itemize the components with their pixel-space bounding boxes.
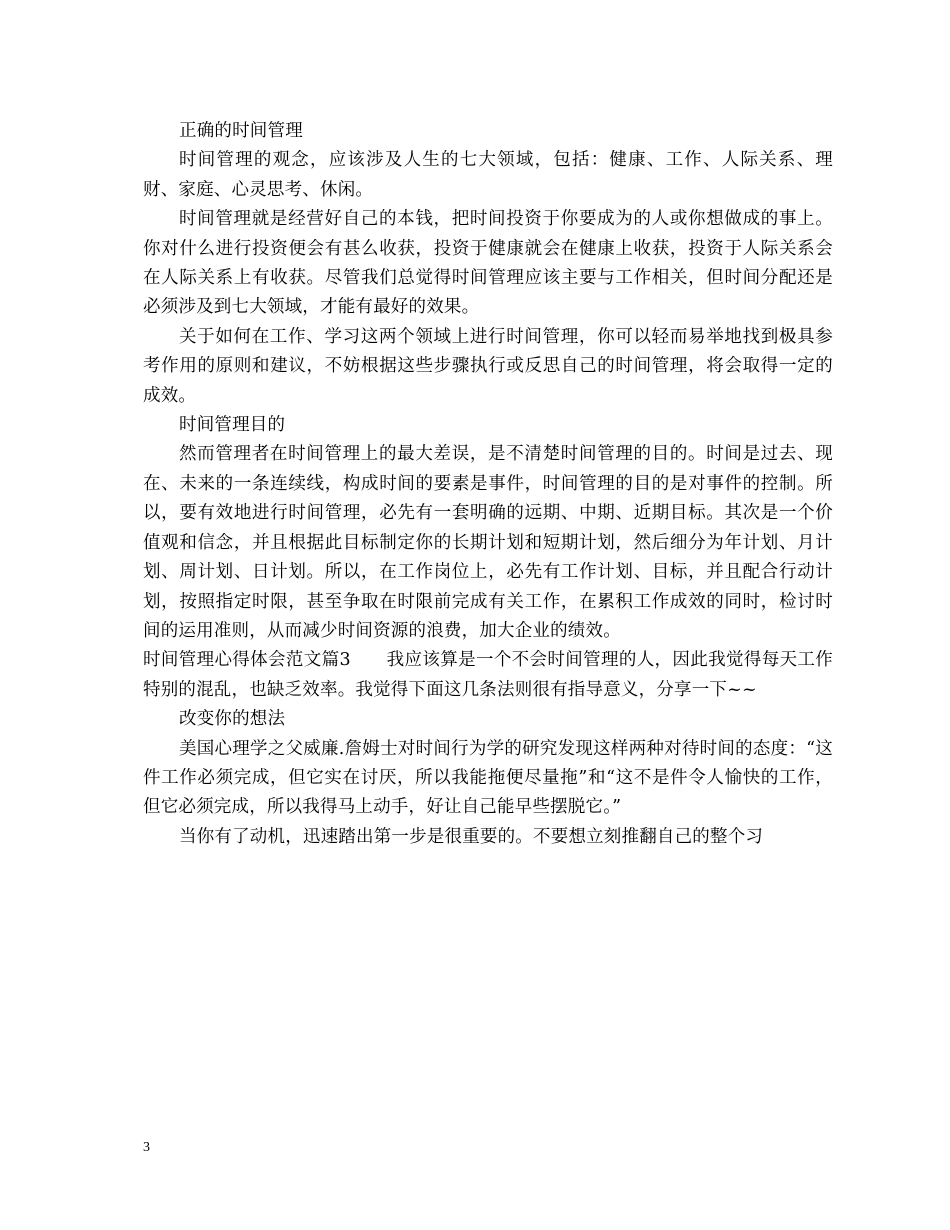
document-body xyxy=(143,117,833,852)
paragraph: 时间管理的观念，应该涉及人生的七大领域，包括：健康、工作、人际关系、理财、家庭、心灵思考、休闲。 xyxy=(143,150,833,200)
paragraph: 时间管理就是经营好自己的本钱，把时间投资于你要成为的人或你想做成的事上。你对什么进行投资便会有甚么收获，投资于健康就会在健康上收获，投资于人际关系会在人际关系上有收获。尽管我们总觉得时间管理应该主要与工作相关，但时间分配还是必须涉及到七大领域，才能有最好的效果。 xyxy=(143,209,833,318)
paragraph-article-3: 时间管理心得体会范文篇3 我应该算是一个不会时间管理的人，因此我觉得每天工作特别的混乱，也缺乏效率。我觉得下面这几条法则很有指导意义，分享一下~~ xyxy=(143,650,833,700)
paragraph: 美国心理学之父威廉.詹姆士对时间行为学的研究发现这样两种对待时间的态度：“这件工作必须完成，但它实在讨厌，所以我能拖便尽量拖”和“这不是件令人愉快的工作，但它必须完成，所以我得马上动手，好让自己能早些摆脱它。” xyxy=(143,738,833,818)
heading-time-management-purpose: 时间管理目的 xyxy=(179,415,286,436)
heading-correct-time-management: 正确的时间管理 xyxy=(179,121,303,141)
heading-change-your-thinking: 改变你的想法 xyxy=(179,709,286,730)
paragraph: 关于如何在工作、学习这两个领域上进行时间管理，你可以轻而易举地找到极具参考作用的原则和建议，不妨根据这些步骤执行或反思自己的时间管理，将会取得一定的成效。 xyxy=(143,326,833,406)
paragraph: 然而管理者在时间管理上的最大差误，是不清楚时间管理的目的。时间是过去、现在、未来的一条连续线，构成时间的要素是事件，时间管理的目的是对事件的控制。所以，要有效地进行时间管理，必先有一套明确的远期、中期、近期目标。其次是一个价值观和信念，并且根据此目标制定你的长期计划和短期计划，然后细分为年计划、月计划、周计划、日计划。所以，在工作岗位上，必先有工作计划、目标，并且配合行动计划，按照指定时限，甚至争取在时限前完成有关工作，在累积工作成效的同时，检讨时间的运用准则，从而减少时间资源的浪费，加大企业的绩效。 xyxy=(143,444,833,641)
page-number: 3 xyxy=(143,1140,150,1155)
paragraph: 当你有了动机，迅速踏出第一步是很重要的。不要想立刻推翻自己的整个习 xyxy=(179,826,764,847)
